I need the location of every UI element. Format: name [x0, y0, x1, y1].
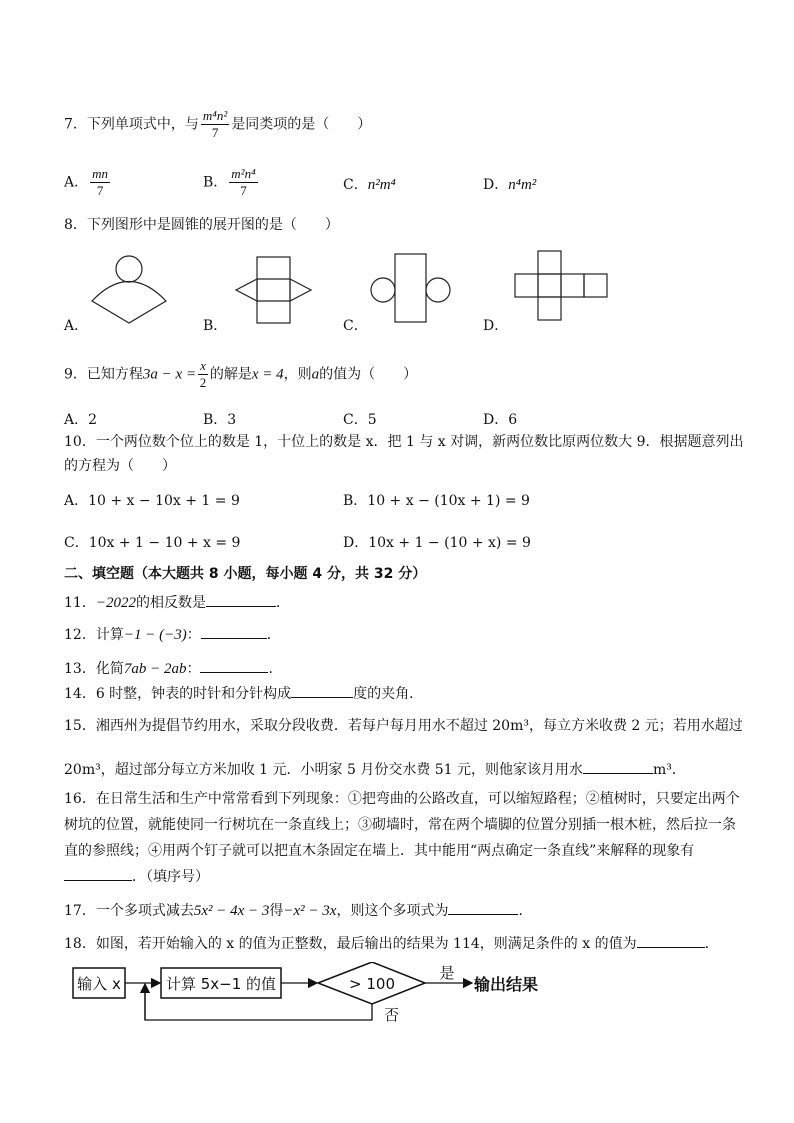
q7-option-b[interactable]: B． $\frac{\text{m²n⁴}}{7}$ — [203, 166, 256, 198]
q11: 11．−2022的相反数是 ． — [64, 592, 290, 612]
q10-option-a[interactable]: A．10 + x − 10x + 1 = 9 — [64, 493, 240, 509]
q16-line3: 直的参照线；④用两个钉子就可以把直木条固定在墙上．其中能用“两点确定一条直线”来解释的现象有 — [64, 843, 695, 859]
q16-answer-blank[interactable] — [64, 866, 132, 881]
q18-flowchart — [70, 962, 590, 1042]
q11-answer-blank[interactable] — [206, 592, 276, 607]
q8-option-a[interactable]: A． — [64, 318, 89, 334]
q8-option-b[interactable]: B． — [203, 318, 228, 334]
q14: 14．6 时整，钟表的时针和分针构成 度的夹角． — [64, 683, 423, 703]
q10-option-c[interactable]: C．10x + 1 − 10 + x = 9 — [64, 535, 241, 551]
q9-option-a[interactable]: A．2 — [64, 412, 98, 428]
q8-figure-a — [88, 254, 198, 334]
section2-heading: 二、填空题（本大题共 8 小题，每小题 4 分，共 32 分） — [64, 566, 427, 582]
q8-figure-d — [512, 248, 612, 328]
q17-answer-blank[interactable] — [448, 900, 518, 915]
q15-answer-blank[interactable] — [583, 759, 653, 774]
q7-option-c[interactable]: C．n²m⁴ — [343, 177, 396, 193]
flow-no-label: 否 — [384, 1006, 400, 1024]
q12-answer-blank[interactable] — [201, 624, 267, 639]
flow-compute-text: 计算 5x−1 的值 — [165, 975, 277, 993]
q7-option-a[interactable]: A． $\frac{mn}{7}$ — [64, 166, 109, 198]
q12: 12．计算−1 − (−3)： ． — [64, 624, 281, 644]
q13: 13．化简7ab − 2ab： ． — [64, 658, 282, 678]
q8-figure-b — [232, 252, 322, 332]
q10-stem-line1: 10．一个两位数个位上的数是 1，十位上的数是 x．把 1 与 x 对调，新两位数比原两位数大 9．根据题意列出 — [64, 434, 744, 450]
q10-stem-line2: 的方程为（ ） — [64, 458, 176, 474]
q7-fraction: $\frac{\text{m⁴n²}}{7}$ — [202, 108, 228, 140]
q9-option-c[interactable]: C．5 — [343, 412, 377, 428]
q8-option-c[interactable]: C． — [343, 318, 368, 334]
q9-option-b[interactable]: B．3 — [203, 412, 237, 428]
q9-option-d[interactable]: D．6 — [483, 412, 518, 428]
q18-stem: 18．如图，若开始输入的 x 的值为正整数，最后输出的结果为 114，则满足条件的 x 的值为 ． — [64, 933, 719, 953]
q9-stem: 9．已知方程3a − x = $\frac{x}{2}$ 的解是x = 4，则a的值为（ ） — [64, 358, 418, 390]
q16-line2: 树坑的位置，就能使同一行树坑在一条直线上；③砌墙时，常在两个墙脚的位置分别插一根木桩，然后拉一条 — [64, 817, 736, 833]
q8-stem: 8．下列图形中是圆锥的展开图的是（ ） — [64, 217, 339, 233]
flow-output-text: 输出结果 — [474, 975, 539, 994]
q18-answer-blank[interactable] — [637, 933, 705, 948]
q15-line1: 15．湘西州为提倡节约用水，采取分段收费．若每户每月用水不超过 20m³，每立方米收费 2 元；若用水超过 — [64, 718, 743, 734]
flow-condition-text: > 100 — [349, 975, 395, 993]
flow-input-text: 输入 x — [77, 975, 121, 993]
q14-answer-blank[interactable] — [291, 683, 353, 698]
flow-yes-label: 是 — [439, 964, 455, 982]
q10-option-d[interactable]: D．10x + 1 − (10 + x) = 9 — [343, 535, 531, 551]
q16-line4: ．（填序号） — [64, 866, 209, 886]
q13-answer-blank[interactable] — [200, 658, 268, 673]
q15-line2: 20m³，超过部分每立方米加收 1 元．小明家 5 月份交水费 51 元，则他家该月用水 m³． — [64, 759, 686, 779]
q10-option-b[interactable]: B．10 + x − (10x + 1) = 9 — [343, 493, 530, 509]
q16-line1: 16．在日常生活和生产中常常看到下列现象：①把弯曲的公路改直，可以缩短路程；②植树时，只要定出两个 — [64, 791, 740, 807]
q7-stem: 7．下列单项式中，与 $\frac{\text{m⁴n²}}{7}$ 是同类项的是（ ） — [64, 108, 372, 140]
q7-option-d[interactable]: D．n⁴m² — [483, 177, 537, 193]
q8-figure-c — [368, 250, 458, 330]
q8-option-d[interactable]: D． — [483, 318, 509, 334]
q17: 17．一个多项式减去5x² − 4x − 3得−x² − 3x，则这个多项式为 ． — [64, 900, 532, 920]
